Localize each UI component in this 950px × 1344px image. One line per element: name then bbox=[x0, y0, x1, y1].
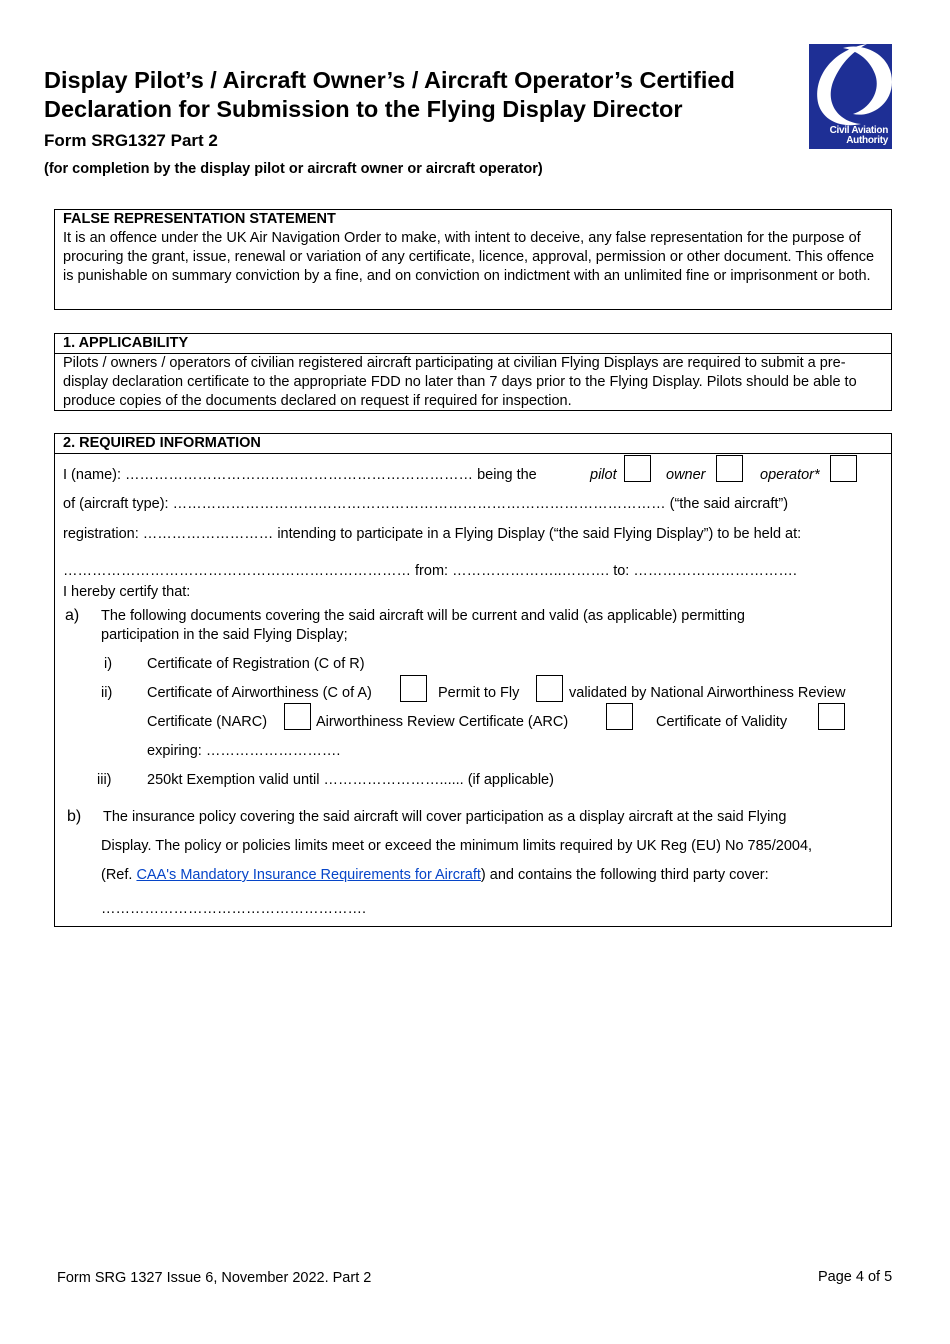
item-iii-label: iii) bbox=[97, 772, 112, 788]
item-ii-label: ii) bbox=[101, 685, 113, 701]
item-a-text-1: The following documents covering the said aircraft will be current and valid (as applicable) permitting bbox=[101, 608, 745, 624]
expiring-field[interactable]: expiring: ………………………. bbox=[147, 743, 341, 759]
item-b-text-1: The insurance policy covering the said aircraft will cover participation as a display aircraft at the said Flying bbox=[103, 809, 787, 825]
owner-label: owner bbox=[666, 467, 706, 483]
page-title bbox=[44, 66, 735, 124]
item-i-label: i) bbox=[104, 656, 113, 672]
narc-checkbox[interactable] bbox=[284, 703, 311, 730]
cofa-label: Certificate of Airworthiness (C of A) bbox=[147, 685, 372, 701]
validated-label: validated by National Airworthiness Review bbox=[569, 685, 846, 701]
item-b-label: b) bbox=[67, 808, 82, 825]
applicability-box bbox=[54, 333, 892, 411]
arc-label: Airworthiness Review Certificate (ARC) bbox=[316, 714, 569, 730]
insurance-requirements-link[interactable]: CAA's Mandatory Insurance Requirements for Aircraft bbox=[136, 867, 481, 883]
owner-checkbox[interactable] bbox=[716, 455, 743, 482]
cov-checkbox[interactable] bbox=[818, 703, 845, 730]
permit-to-fly-checkbox[interactable] bbox=[536, 675, 563, 702]
applicability-text: Pilots / owners / operators of civilian registered aircraft participating at civilian Flying Displays are required to submit a pre-display declaration certificate to the appropriate FDD no later than 7 days prior to the Flying Display. Pilots should be able to produce copies of the documents declared on request if required for inspection. bbox=[63, 355, 857, 409]
applicability-heading: 1. APPLICABILITY bbox=[55, 334, 891, 354]
registration-field[interactable]: registration: ……………………… intending to participate in a Flying Display (“the said Flying Display”) to be held at: bbox=[63, 526, 802, 542]
pilot-label: pilot bbox=[590, 467, 617, 483]
pilot-checkbox[interactable] bbox=[624, 455, 651, 482]
item-i-text: Certificate of Registration (C of R) bbox=[147, 656, 365, 672]
item-b-text-2: Display. The policy or policies limits meet or exceed the minimum limits required by UK Reg (EU) No 785/2004, bbox=[101, 838, 813, 854]
arc-checkbox[interactable] bbox=[606, 703, 633, 730]
false-representation-heading: FALSE REPRESENTATION STATEMENT bbox=[63, 211, 336, 227]
operator-label: operator* bbox=[760, 467, 820, 483]
completion-note: (for completion by the display pilot or aircraft owner or aircraft operator) bbox=[44, 161, 543, 177]
footer-form-issue: Form SRG 1327 Issue 6, November 2022. Part 2 bbox=[57, 1270, 372, 1286]
aircraft-type-field[interactable]: of (aircraft type): ………………………………………………………………………………………… (“the said aircraft”) bbox=[63, 496, 789, 512]
operator-checkbox[interactable] bbox=[830, 455, 857, 482]
item-b-text-3: (Ref. CAA's Mandatory Insurance Requirements for Aircraft) and contains the following third party cover: bbox=[101, 867, 769, 883]
narc-label: Certificate (NARC) bbox=[147, 714, 268, 730]
title-line-2: Declaration for Submission to the Flying Display Director bbox=[44, 96, 683, 122]
title-line-1: Display Pilot’s / Aircraft Owner’s / Aircraft Operator’s Certified bbox=[44, 67, 735, 93]
cofa-checkbox[interactable] bbox=[400, 675, 427, 702]
false-representation-box bbox=[54, 209, 892, 310]
caa-logo bbox=[809, 44, 892, 149]
certify-statement: I hereby certify that: bbox=[63, 584, 191, 600]
permit-to-fly-label: Permit to Fly bbox=[438, 685, 520, 701]
exemption-field[interactable]: 250kt Exemption valid until ……………………...... (if applicable) bbox=[147, 772, 554, 788]
third-party-cover-field[interactable]: ………………………………………………. bbox=[101, 901, 367, 917]
form-id: Form SRG1327 Part 2 bbox=[44, 131, 218, 150]
item-a-text-2: participation in the said Flying Display; bbox=[101, 627, 348, 643]
name-field[interactable]: I (name): ……………………………………………………………… being the bbox=[63, 467, 537, 483]
location-dates-field[interactable]: ……………………………………………………………… from: …………………..………. to: ……………………………. bbox=[63, 563, 797, 579]
item-a-label: a) bbox=[65, 607, 80, 624]
cov-label: Certificate of Validity bbox=[656, 714, 788, 730]
footer-page-number: Page 4 of 5 bbox=[818, 1269, 893, 1285]
false-representation-text: It is an offence under the UK Air Navigation Order to make, with intent to deceive, any false representation for the purpose of procuring the grant, issue, renewal or variation of any certificate, licence, approval, permission or other document. This offence is punishable on summary conviction by a fine, and on conviction on indictment with an unlimited fine or imprisonment or both. bbox=[63, 230, 875, 284]
logo-wordmark: Civil Aviation Authority bbox=[829, 125, 888, 146]
required-information-heading: 2. REQUIRED INFORMATION bbox=[55, 434, 891, 454]
